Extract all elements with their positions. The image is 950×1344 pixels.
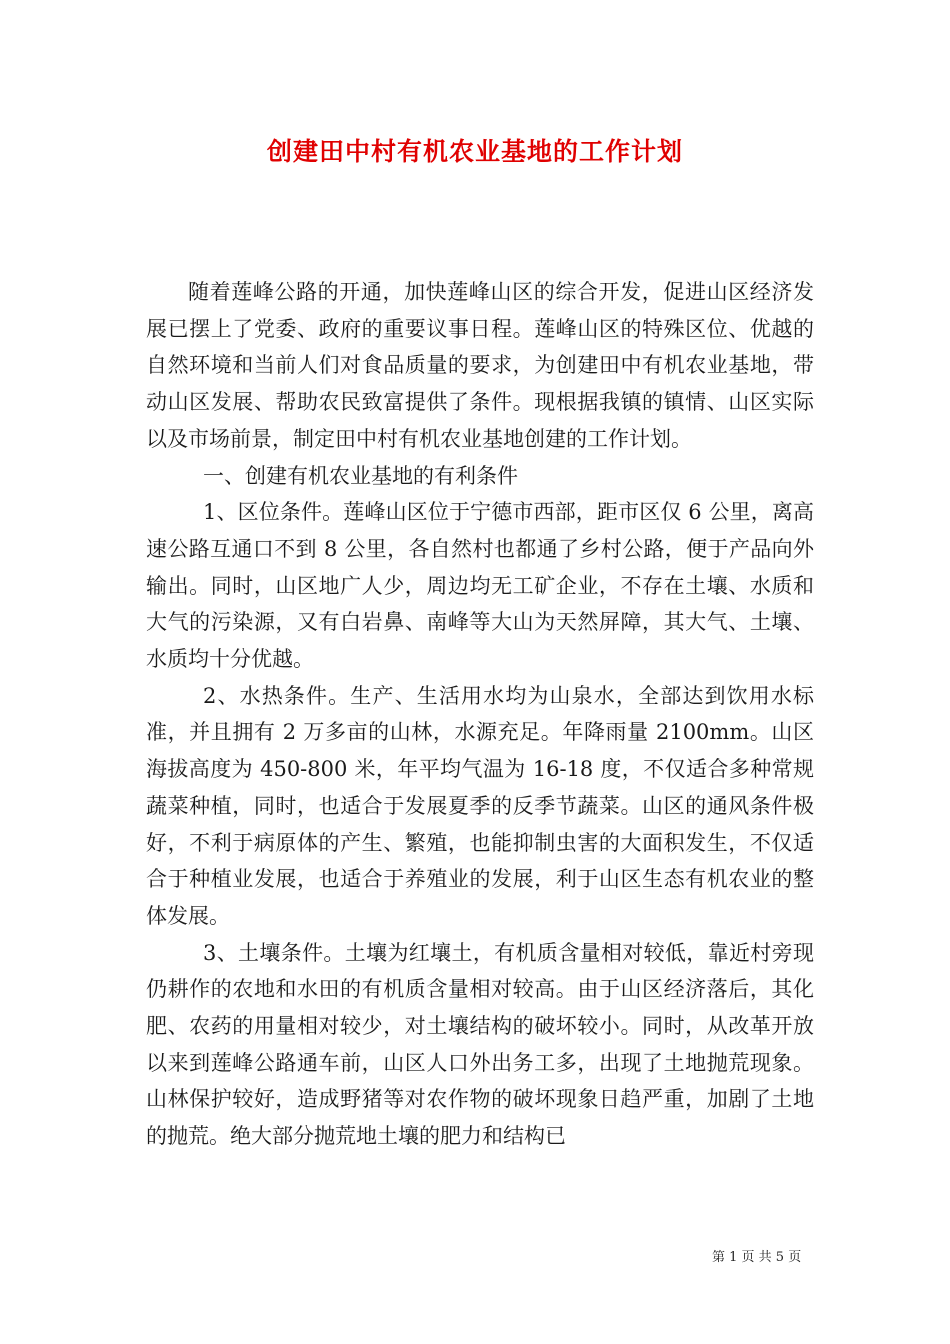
page-number: 第 1 页 共 5 页: [712, 1250, 802, 1265]
paragraph-water-heat: 2、水热条件。生产、生活用水均为山泉水，全部达到饮用水标准，并且拥有 2 万多亩的山林，水源充足。年降雨量 2100mm。山区海拔高度为 450-800 米，年平均气温为 16-18 度，不仅适合多种常规蔬菜种植，同时，也适合于发展夏季的反季节蔬菜。山区的通风条件极好，不利于病原体的产生、繁殖，也能抑制虫害的大面积发生，不仅适合于种植业发展，也适合于养殖业的发展，利于山区生态有机农业的整体发展。: [146, 683, 814, 928]
document-title: 创建田中村有机农业基地的工作计划: [266, 137, 683, 166]
document-body: [146, 274, 814, 1155]
section-heading: 一、创建有机农业基地的有利条件: [203, 463, 518, 488]
paragraph-intro: 随着莲峰公路的开通，加快莲峰山区的综合开发，促进山区经济发展已摆上了党委、政府的重要议事日程。莲峰山区的特殊区位、优越的自然环境和当前人们对食品质量的要求，为创建田中有机农业基地，带动山区发展、帮助农民致富提供了条件。现根据我镇的镇情、山区实际以及市场前景，制定田中村有机农业基地创建的工作计划。: [146, 280, 814, 451]
paragraph-soil: 3、土壤条件。土壤为红壤土，有机质含量相对较低，靠近村旁现仍耕作的农地和水田的有机质含量相对较高。由于山区经济落后，其化肥、农药的用量相对较少，对土壤结构的破坏较小。同时，从改革开放以来到莲峰公路通车前，山区人口外出务工多，出现了土地抛荒现象。山林保护较好，造成野猪等对农作物的破坏现象日趋严重，加剧了土地的抛荒。绝大部分抛荒地土壤的肥力和结构已: [146, 940, 814, 1149]
paragraph-location: 1、区位条件。莲峰山区位于宁德市西部，距市区仅 6 公里，离高速公路互通口不到 8 公里，各自然村也都通了乡村公路，便于产品向外输出。同时，山区地广人少，周边均无工矿企业，不存在土壤、水质和大气的污染源，又有白岩鼻、南峰等大山为天然屏障，其大气、土壤、水质均十分优越。: [146, 500, 814, 672]
